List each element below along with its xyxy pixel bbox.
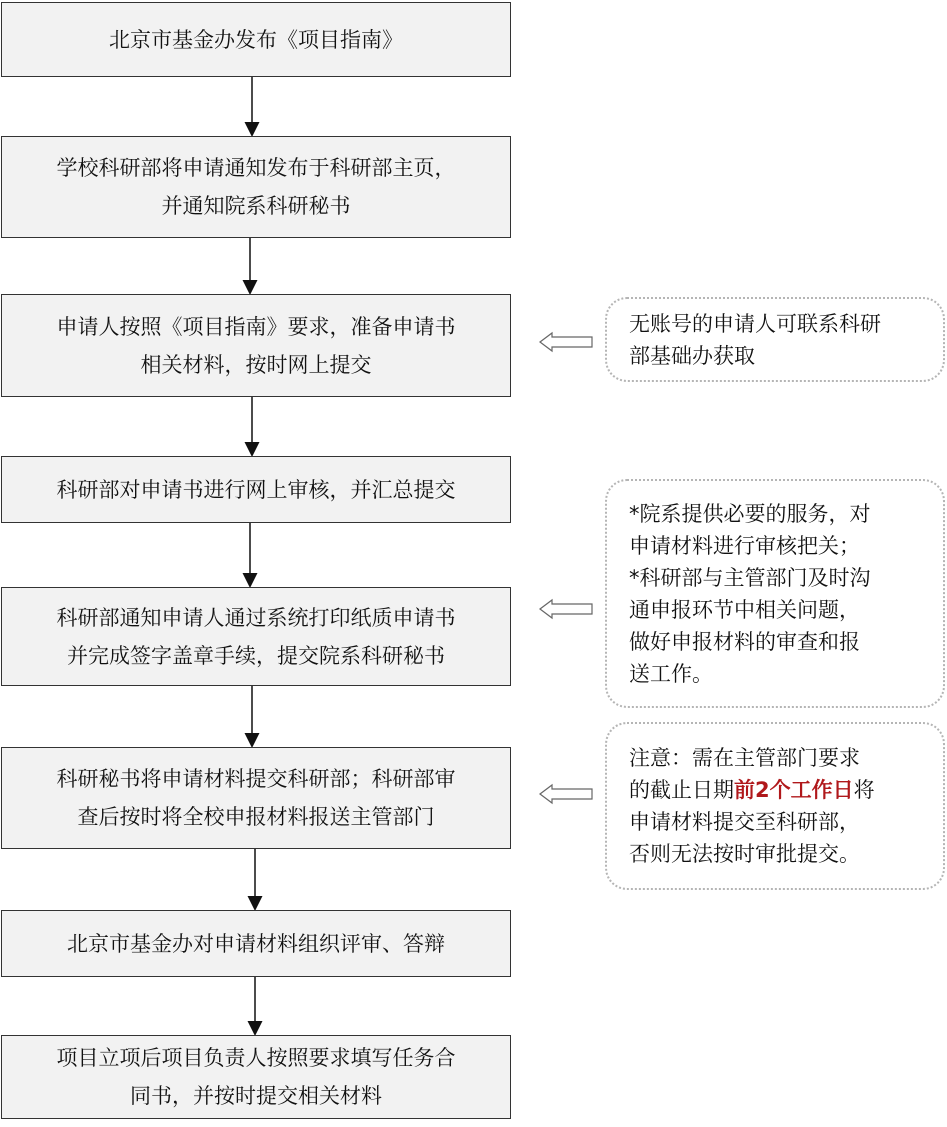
step-7-text: 北京市基金办对申请材料组织评审、答辩 — [67, 931, 445, 956]
note-deadline-line2-post: 将 — [853, 778, 875, 802]
note-deadline-line3: 申请材料提交至科研部， — [629, 810, 860, 834]
step-8-text-line1: 项目立项后项目负责人按照要求填写任务合 — [56, 1046, 456, 1070]
step-4-text: 科研部对申请书进行网上审核，并汇总提交 — [56, 477, 456, 502]
note-service-line1: *院系提供必要的服务，对 — [629, 501, 871, 526]
step-8-text-line2: 同书，并按时提交相关材料 — [130, 1084, 382, 1108]
step-3-text-line2: 相关材料，按时网上提交 — [140, 352, 372, 377]
note-service — [605, 479, 945, 708]
note-service-line2: 申请材料进行审核把关； — [629, 533, 860, 558]
note-account — [605, 297, 945, 382]
hollow-arrow-note3 — [540, 785, 592, 803]
hollow-arrow-note2 — [540, 600, 592, 618]
note-account-line1: 无账号的申请人可联系科研 — [629, 311, 881, 336]
note-service-line3: *科研部与主管部门及时沟 — [629, 565, 871, 590]
note-service-line4: 通申报环节中相关问题， — [629, 597, 860, 622]
note-service-line5: 做好申报材料的审查和报 — [629, 629, 860, 654]
step-6-text-line2: 查后按时将全校申报材料报送主管部门 — [77, 805, 435, 829]
note-account-line2: 部基础办获取 — [629, 343, 755, 368]
step-1-text: 北京市基金办发布《项目指南》 — [109, 27, 403, 52]
step-2-box — [1, 136, 511, 238]
note-deadline-highlight: 前2个工作日 — [734, 778, 854, 802]
step-6-text-line1: 科研秘书将申请材料提交科研部；科研部审 — [56, 767, 456, 791]
step-1-box — [1, 2, 511, 77]
note-deadline-line4: 否则无法按时审批提交。 — [629, 842, 860, 866]
note-deadline — [605, 722, 945, 890]
step-3-text-line1: 申请人按照《项目指南》要求，准备申请书 — [56, 314, 456, 339]
step-4-box — [1, 456, 511, 523]
note-deadline-line2-pre: 的截止日期 — [629, 778, 734, 802]
step-2-text-line1: 学校科研部将申请通知发布于科研部主页， — [56, 156, 456, 180]
note-service-line6: 送工作。 — [629, 661, 713, 686]
step-5-text-line2: 并完成签字盖章手续，提交院系科研秘书 — [67, 643, 445, 668]
step-5-box — [1, 587, 511, 686]
step-8-box — [1, 1035, 511, 1119]
step-2-text-line2: 并通知院系科研秘书 — [161, 194, 351, 218]
step-7-box — [1, 910, 511, 977]
step-5-text-line1: 科研部通知申请人通过系统打印纸质申请书 — [56, 605, 456, 630]
step-3-box — [1, 294, 511, 397]
note-deadline-line2 — [629, 774, 929, 806]
hollow-arrow-note1 — [540, 333, 592, 351]
step-6-box — [1, 747, 511, 849]
note-deadline-line1: 注意：需在主管部门要求 — [629, 746, 860, 770]
